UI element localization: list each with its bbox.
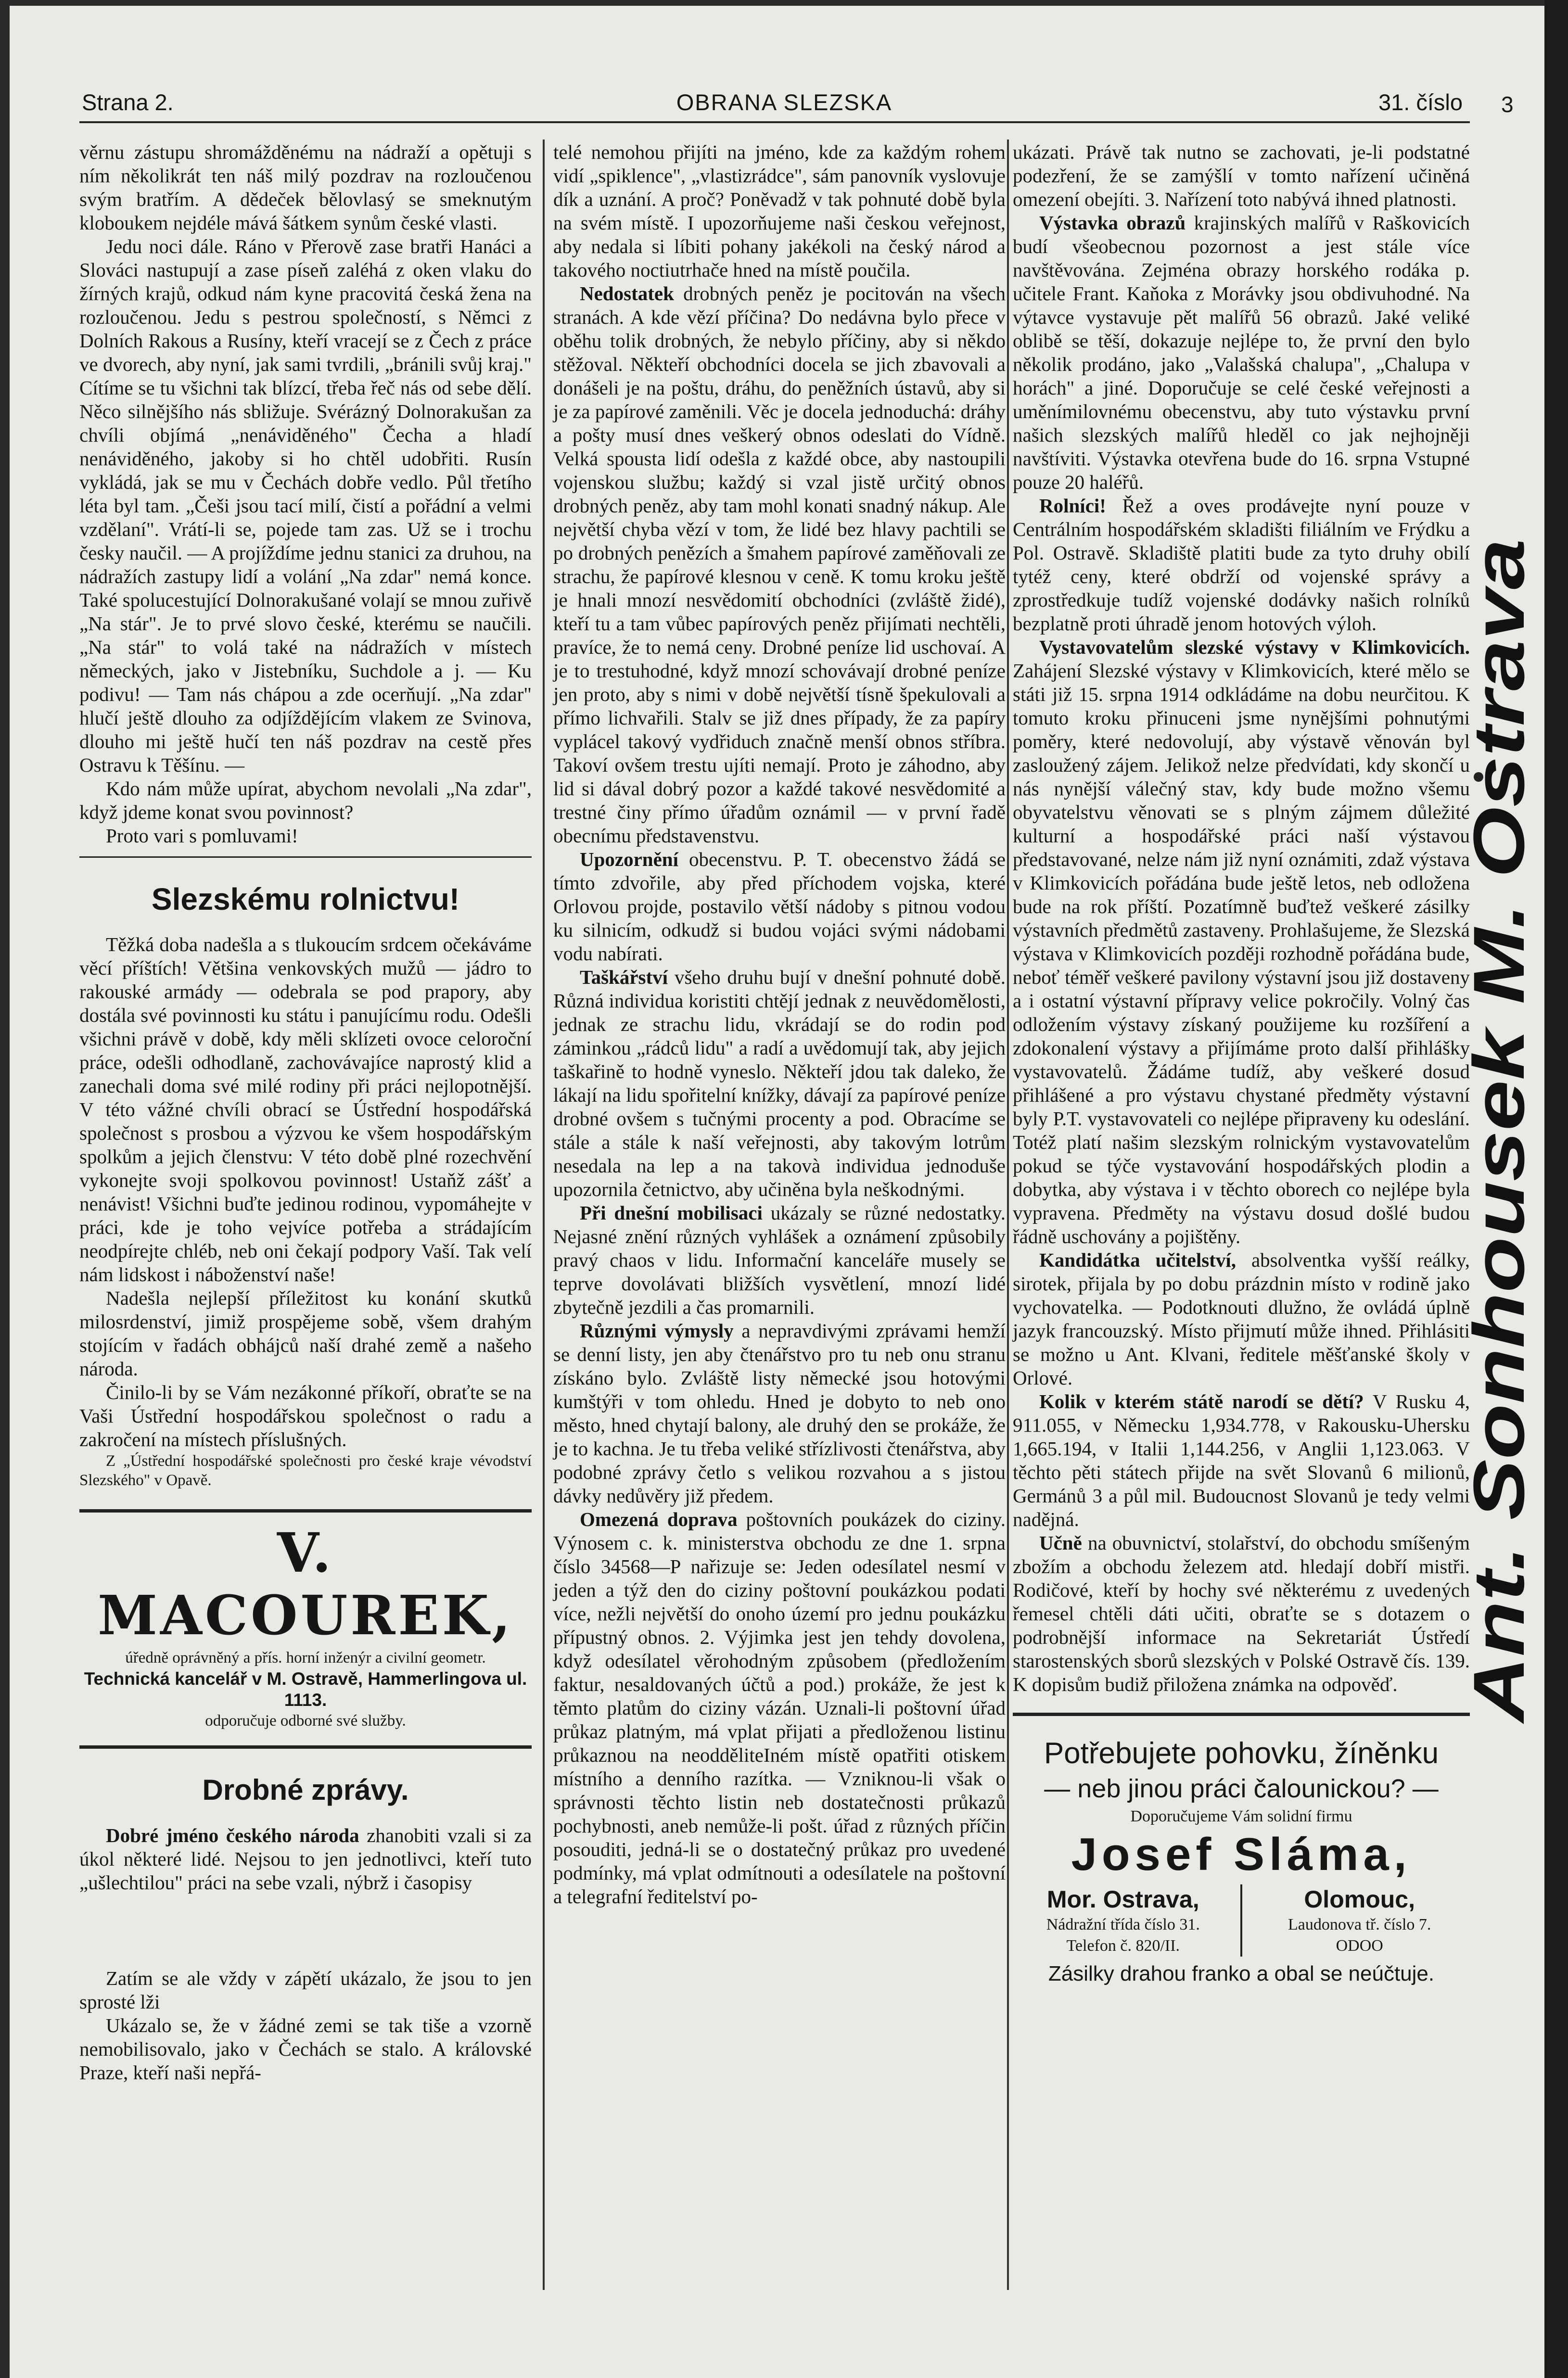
ad-firm-name: Josef Sláma,	[1071, 1829, 1412, 1880]
ad-line: odporučuje odborné své služby.	[205, 1712, 406, 1729]
news-item-title: Taškářství	[580, 966, 668, 988]
ad-location-name: Olomouc,	[1304, 1886, 1415, 1913]
news-item	[1013, 636, 1470, 1248]
side-banner	[1458, 529, 1539, 1732]
article-paragraph: telé nemohou přijíti na jméno, kde za každým rohem vidí „spiklence", „vlastizrádce", sám panovník vyslovuje dík a uznání. A proč? Poněvadž v tak pohnuté době byla na svém místě. I upozorňujeme naši českou veřejnost, aby nedala si líbiti pohany jakékoli na český národ a takového noctiutrhače hned na místě poučila.	[553, 141, 1006, 281]
article-paragraph: Nadešla nejlepší příležitost ku konání skutků milosrdenství, jimiž prospějeme sobě, všem drahým stojícím v řadách obhájců naší drahé země a našeho národa.	[79, 1287, 532, 1380]
news-item-title: Různými výmysly	[580, 1320, 734, 1342]
article-paragraph: Ukázalo se, že v žádné zemi se tak tiše a vzorně nemobilisovalo, jako v Čechách se stalo. A královské Praze, kteří naši nepřá-	[79, 2014, 532, 2084]
column-1	[79, 140, 532, 2296]
ad-location-address: Nádražní třída číslo 31.	[1046, 1916, 1200, 1933]
news-item-text: absolventka vyšší reálky, sirotek, přijala by po dobu prázdnin místo v rodině jako vychovatelka. — Podotknouti dlužno, že ovládá úplně jazyk francouzský. Místo přijmutí může ihned. Přihlásiti se možno u Ant. Klvani, ředitele měšťanské školy v Orlové.	[1013, 1249, 1470, 1389]
ad-ornament: ODOO	[1336, 1937, 1383, 1955]
news-item-title: Upozornění	[580, 848, 678, 870]
article-source-note: Z „Ústřední hospodářské společnosti pro české kraje vévodství Slezského" v Opavě.	[79, 1452, 532, 1489]
article-paragraph: Jedu noci dále. Ráno v Přerově zase bratři Hanáci a Slováci nastupují a zase píseň zaléhá z oken vlaku do žírných krajů, odkud nám kyne pracovitá česká žena na rozloučenou. Jedu s pestrou společností, s Němci z Dolních Rakous a Rusíny, kteří vracejí se z Čech z práce ve dvorech, aby nyní, jak sami tvrdili, „bránili svůj kraj." Cítíme se tu všichni tak blízcí, třeba řeč nás od sebe dělí. Něco silnějšího nás sbližuje. Svérázný Dolnorakušan za chvíli objímá „nenáviděného" Čecha a hladí nenáviděného, jakoby si ho chtěl udobřiti. Rusín vykládá, jak se mu v Čechách dobře vedlo. Půl třetího léta byl tam. „Češi jsou tací milí, čistí a pořádní a velmi vzdělaní". Vrátí-li se, pojede tam zas. Už se i trochu česky naučil. — A projíždíme jednu stanici za druhou, na nádražích zastupy lidí a volání „Na zdar" nemá konce. Také spolucestující Dolnorakušané volají se mnou zuřivě „Na stár". Je to prvé slovo české, kterému se naučili. „Na stár" to volá také na nádražích v místech německých, jako v Jistebníku, Suchdole a j. — Ku podivu! — Tam nás chápou a zde ocerňují. „Na zdar" hlučí ještě dlouho za odjíždějícím vlakem ze Svinova, dlouho mi ještě hučí ten náš pozdrav na cestě přes Ostravu k Těšínu. —	[79, 235, 532, 776]
news-item	[1013, 494, 1470, 636]
ad-location-ostrava	[1022, 1884, 1224, 1957]
article-paragraph: věrnu zástupu shromážděnému na nádraží a opětuji s ním několikrát ten náš milý pozdrav na rozloučenou svým bratřím. A dědeček bělovlasý se smeknutým kloboukem nejdéle mává šátkem synům české vlasti.	[79, 141, 532, 234]
ad-location-address: Laudonova tř. číslo 7.	[1288, 1916, 1431, 1933]
masthead-title: OBRANA SLEZSKA	[676, 89, 892, 115]
article-heading: Slezskému rolnictvu!	[151, 882, 460, 916]
ad-line: Technická kancelář v M. Ostravě, Hammerlingova ul. 1113.	[84, 1669, 527, 1710]
article-paragraph: Kdo nám může upírat, abychom nevolali „Na zdar", když jdeme konat svou povinnost?	[79, 777, 532, 823]
ad-firm-name: V. MACOUREK,	[97, 1522, 514, 1647]
ad-location-olomouc	[1259, 1884, 1460, 1957]
news-item	[553, 1319, 1006, 1508]
article-paragraph: Činilo-li by se Vám nezákonné příkoří, obraťte se na Vaši Ústřední hospodářskou společnost o radu a zakročení na místech příslušných.	[79, 1381, 532, 1450]
ad-location-phone: Telefon č. 820/II.	[1066, 1937, 1180, 1955]
ad-border	[79, 1745, 532, 1749]
column-2	[553, 140, 1006, 2296]
blank-gap	[79, 1895, 532, 1967]
news-item	[553, 848, 1006, 966]
ad-border	[1013, 1713, 1470, 1716]
news-item	[553, 1508, 1006, 1908]
news-item-title: Omezená doprava	[580, 1508, 738, 1530]
scan-edge-left	[0, 0, 10, 2378]
news-item-text: Řež a oves prodávejte nyní pouze v Centrálním hospodářském skladišti filiálním ve Frýdku a Pol. Ostravě. Skladiště platiti bude za tyto druhy obilí tytéž ceny, které obdrží od vojenské správy a zprostředkuje tudíž vojenské dodávky našich rolníků bezplatně proti úhradě jenom hotových výloh.	[1013, 495, 1470, 635]
news-item-title: Rolníci!	[1039, 495, 1106, 517]
side-banner-text: Ant. Sonhousek M. Ostrava	[1458, 784, 1539, 1722]
news-item-title: Nedostatek	[580, 282, 674, 305]
news-item-title: Při dnešní mobilisaci	[580, 1202, 763, 1224]
news-item-text: krajinských malířů v Raškovicích budí všeobecnou pozornost a jest stále více navštěvována. Zejména obrazy horského rodáka p. učitele Frant. Kaňoka z Morávky jsou obdivuhodné. Na výtavce vystavuje pět malířů 56 obrazů. Jaké veliké oblibě se těší, dokazuje nejlépe to, že první den bylo několik prodáno, jako „Valašská chalupa", „Chalupa v horách" a jiné. Doporučuje se celé české veřejnosti a uměnímilovnému obecenstvu, aby tuto výstavku první našich slezských malířů hleděl co jak nejhojněji navštíviti. Výstavka otevřena bude do 16. srpna Vstupné pouze 20 haléřů.	[1013, 212, 1470, 493]
news-item-text: V Rusku 4, 911.055, v Německu 1,934.778, v Rakousku-Uhersku 1,665.194, v Italii 1,144.256, v Anglii 1,123.063. V těchto pěti státech přijde na svět Slovanů 6 milionů, Germánů 3 a půl mil. Budoucnost Slovanů je tedy velmi nadějná.	[1013, 1390, 1470, 1530]
news-item-title: Dobré jméno českého národa	[106, 1824, 359, 1846]
slama-advertisement	[1013, 1735, 1470, 1987]
news-item	[1013, 1531, 1470, 1696]
news-item-text: zhanobiti vzali si za úkol některé lidé. Nejsou to jen jednotlivci, kteří tuto „ušlechtilou" práci na sebe vzali, nýbrž i časopisy	[79, 1824, 532, 1894]
issue-number: 31. číslo	[1378, 89, 1463, 115]
ad-location-name: Mor. Ostrava,	[1046, 1886, 1199, 1913]
ad-border	[79, 1509, 532, 1513]
news-item-text: a nepravdivými zprávami hemží se denní listy, jen aby čtenářstvo pro tu neb onu stranu získáno bylo. Zvláště listy německé jsou hotovými kumštýři v tom ohledu. Hned je dobyto to neb ono město, hned chytají balony, ale druhý den se prokáže, že je to kachna. Je tu třeba veliké střízlivosti čtenářstva, aby podobné zprávy četlo s velikou rozvahou a s jistou dávky nedůvěry již předem.	[553, 1320, 1006, 1507]
edge-character: 3	[1501, 92, 1514, 117]
side-banner-svg	[1458, 529, 1539, 1732]
news-item	[1013, 211, 1470, 494]
scan-edge-top	[0, 0, 1568, 6]
news-item-title: Výstavka obrazů	[1039, 212, 1186, 234]
news-item-text: všeho druhu bují v dnešní pohnuté době. Různá individua koristiti chtějí jednak z neuvědomělosti, jednak ze strachu lidu, vkrádají se do rodin pod záminkou „rádců lidu" a radí a uvědomují tak, aby jejich taškařině to hodně vyneslo. Někteří jdou tak daleko, že lákají na lidu spořitelní knížky, dávají za papírové peníze drobné ovšem s tučnými procenty a pod. Obracíme se stále a stále k naší veřejnosti, aby takovým lotrům nesedala na lep a na takovà individua jednoduše upozornila četnictvo, aby učiněna byla neškodnými.	[553, 966, 1006, 1200]
news-item-text: obecenstvu. P. T. obecenstvo žádá se tímto zdvořile, aby před příchodem vojska, které Orlovou projde, postavilo větší nádoby s pitnou vodou ku silnicím, odkudž si budou vojáci svými nádobami vodu nabírati.	[553, 848, 1006, 965]
column-divider	[1007, 140, 1009, 2290]
news-item	[1013, 1390, 1470, 1531]
ad-headline: Potřebujete pohovku, žíněnku	[1044, 1737, 1439, 1770]
ad-footer: Zásilky drahou franko a obal se neúčtuje.	[1048, 1962, 1435, 1985]
section-rule	[79, 856, 532, 858]
news-item	[1013, 1248, 1470, 1390]
ad-recommendation: Doporučujeme Vám solidní firmu	[1130, 1807, 1352, 1825]
news-item	[79, 1824, 532, 1895]
news-item-text: drobných peněz je pocitován na všech stranách. A kde vězí příčina? Do nedávna bylo přece v oběhu tolik drobných, že nebylo příčiny, aby si někdo stěžoval. Někteří obchodníci docela se jich zbavovali a donášeli je na poštu, dráhu, do peněžních ústavů, aby si je za papírové zaměnili. Věc je docela jednoduchá: dráhy a pošty musí dnes veškerý obnos odeslati do Vídně. Velká spousta lidí odešla z každé obce, aby nastoupili vojenskou službu; každý si vzal jistě určitý obnos drobných peněz, aby tam mohl konati snadný nákup. Ale největší chyba vězí v tom, že lidé bez hlavy pachtili se po drobných penězích a šmahem papírové zaměňovali ze strachu, že papírové klesnou v ceně. K tomu kroku ještě je hnali mnozí nesvědomití obchodníci (zvláště židé), kteří tu a tam vůbec papírových peněz přijímati nechtěli, pravíce, že to nemá ceny. Drobné peníze lid uschovaí. A je to trestuhodné, když mnozí schovávají drobné peníze jen proto, aby s nimi v době největší tísně špekulovali a přímo lichvařili. Stalv se již dnes případy, že za papíry vyplácel takový vydřiduch značně menší obnos stříbra. Takoví ovšem trestu ujíti nemají. Proto je záhodno, aby lid si dával dobrý pozor a každé takové nesvědomité a trestné činy přímo úřadům oznámil — v první řadě obecnímu představenstvu.	[553, 282, 1006, 847]
scan-edge-right	[1544, 0, 1568, 2378]
news-item-title: Kolik v kterém státě narodí se dětí?	[1039, 1390, 1364, 1412]
news-item	[553, 966, 1006, 1201]
page-number: Strana 2.	[82, 89, 174, 115]
ad-subheadline: — neb jinou práci čalounickou? —	[1044, 1774, 1439, 1803]
news-item-text: ukázaly se různé nedostatky. Nejasné znění různých vyhlášek a oznámení způsobily pravý chaos v lidu. Informační kanceláře musely se teprve dovolávati bližších vysvětlení, mnozí lidé zbytečně jezdili a čas promarnili.	[553, 1202, 1006, 1318]
article-paragraph: Těžká doba nadešla a s tlukoucím srdcem očekáváme věcí příštích! Většina venkovských mužů — jádro to rakouské armády — odebrala se pod prapory, aby dostála své povinnosti ku státu i panujícímu rodu. Odešli všichni právě v době, kdy měli sklízeti ovoce celoroční práce, odešli odhodlaně, zachovávajíce naprostý klid a zanechali doma své milé rodiny při práci nejlopotnější. V této vážné chvíli obrací se Ústřední hospodářská společnost s prosbou a výzvou ke všem hospodářským spolkům a jejich členstvu: V této době plné rozechvění vykonejte svoji spolkovou povinnost! Ustaňž zášť a nenávist! Všichni buďte jedinou rodinou, vypomáhejte v práci, kde je toho vejvíce potřeba a strádajícím neodpírejte chléb, neb oni čekají podpory Vaší. Tak velí nám lidskost i náboženství naše!	[79, 933, 532, 1285]
news-item-text: na obuvnictví, stolařství, do obchodu smíšeným zbožím a obchodu železem atd. hledají dobří mistři. Rodičové, kteří by hochy své některému z uvedených řemesel chtěli dáti učiti, obraťte se s dotazem o podrobnější informace na Sekretariát Ústředí starostenských sborů slezských v Polské Ostravě čís. 139. K dopisům budiž přiložena známka na odpověď.	[1013, 1532, 1470, 1695]
news-item	[553, 282, 1006, 848]
article-paragraph: Proto vari s pomluvami!	[106, 825, 298, 847]
news-item-text: Zahájení Slezské výstavy v Klimkovicích, které mělo se státi již 15. srpna 1914 odkládáme na dobu neurčitou. K tomuto kroku přinuceni jsme nynějšími pohnutými poměry, které nedovolují, aby výstavě věnován byl zasloužený zájem. Jelikož nelze předvídati, kdy skončí u nás nynější válečný stav, kdy bude možno všemu obyvatelstvu věnovati se s plným zájmem důležité kulturní a hospodářské práci naší výstavou představované, nelze nám již nyní oznámiti, zdaž výstava v Klimkovicích pořádána bude ještě letos, neb odložena bude na rok příští. Pozatímně buďtež veškeré zásilky výstavních předmětů zastaveny. Prohlašujeme, že Slezská výstava v Klimkovicích později rozhodně pořádána bude, neboť téměř veškeré pavilony výstavní jsou již dostaveny a i ostatní výstavní přípravy velice pokročily. Volný čas odložením výstavy získaný použijeme ku rozšíření a zdokonalení výstavy a přijímáme proto další přihlášky vystavovatelů. Žádáme tudíž, aby veškeré dosud přihlášené a pro výstavu chystané předměty výstavní byly P.T. vystavovateli co nejlépe připraveny ku odeslání. Totéž platí našim slezským rolnickým vystavovatelům pokud se týče vystavování hospodářských plodin a dobytka, aby výstava i v těchto oborech co nejlépe byla vypravena. Předměty na výstavu dosud došlé budou řádně uschovány a pojištěny.	[1013, 660, 1470, 1247]
article-paragraph: ukázati. Právě tak nutno se zachovati, je-li podstatné podezření, že se zamýšlí v tomto nařízení učiněná omezení obejíti. 3. Nařízení toto nabývá ihned platnosti.	[1013, 141, 1470, 210]
ad-location-divider	[1240, 1884, 1242, 1957]
ad-locations	[1022, 1884, 1460, 1957]
header-rule	[79, 121, 1470, 123]
macourek-advertisement	[79, 1517, 532, 1741]
news-item-title: Učně	[1039, 1532, 1082, 1554]
article-paragraph: Zatím se ale vždy v zápětí ukázalo, že jsou to jen sprosté lži	[79, 1967, 532, 2013]
news-item-title: Kandidátka učitelství,	[1039, 1249, 1236, 1271]
column-3	[1013, 140, 1470, 2296]
column-divider	[543, 140, 545, 2290]
news-item	[553, 1201, 1006, 1319]
news-item-text: poštovních poukázek do ciziny. Výnosem c. k. ministerstva obchodu ze dne 1. srpna číslo 34568—P nařizuje se: Jeden odesílatel nesmí v jeden a týž den do ciziny poštovní poukázkou podati více, nežli největší do onoho území pro jednu poukázku přípustný obnos. 2. Výjimka jest jen tehdy dovolena, když odesílatel věrohodným způsobem (předložením faktur, nesaldovaných účtů a pod.) prokáže, že jest k těmto platům do ciziny vázán. Uznali-li poštovní úřad průkaz platným, má vplat přijati a předloženou listinu průkaznou na neodděliteIném místě opatřiti otiskem místního a denního razítka. — Vzniknou-li však o správnosti těchto listin neb dostatečnosti průkazů pochybnosti, aneb nemůže-li pošt. úřad z různých příčin posouditi, jedná-li se o dostatečný průkaz pro uvedené podmínky, má vplat odmítnouti a odesílatele na poštovní a telegrafní ředitelství po-	[553, 1508, 1006, 1907]
article-heading: Drobné zprávy.	[202, 1774, 409, 1806]
ad-line: úředně oprávněný a přís. horní inženýr a civilní geometr.	[125, 1649, 486, 1666]
news-item-title: Vystavovatelům slezské výstavy v Klimkovicích.	[1039, 636, 1470, 658]
